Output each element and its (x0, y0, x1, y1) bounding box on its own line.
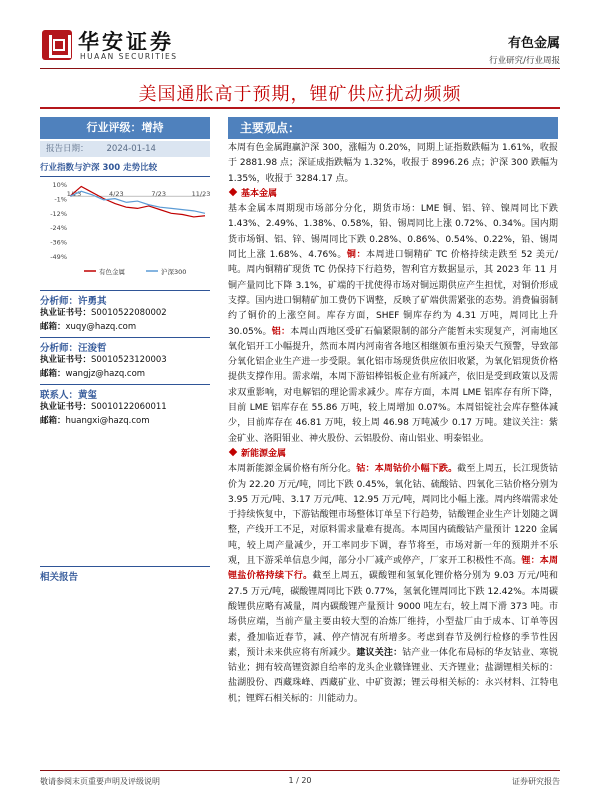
related-reports-heading: 相关报告 (40, 566, 210, 583)
x-tick-label: 1/23 (66, 190, 82, 198)
report-date (40, 141, 210, 157)
chart-title: 行业指数与沪深 300 走势比较 (40, 161, 210, 177)
x-tick-label: 11/23 (191, 190, 210, 198)
y-tick-label: -1% (54, 195, 67, 204)
y-tick-label: -24% (50, 224, 67, 233)
y-tick-label: -36% (50, 238, 67, 247)
title-divider (40, 107, 560, 109)
report-title: 美国通胀高于预期，锂矿供应扰动频频 (138, 84, 462, 105)
legend-label-1: 有色金属 (99, 268, 125, 276)
report-type-footer: 证券研究报告 (512, 777, 560, 786)
performance-chart (40, 178, 210, 286)
analyst-email-2: 邮箱：wangjz@hazq.com (40, 369, 146, 379)
email-link[interactable]: huangxi@hazq.com (65, 416, 150, 426)
diamond-bullet-icon (229, 188, 237, 196)
x-tick-label: 4/23 (109, 190, 124, 198)
new-energy-paragraph: 本周新能源金属价格有所分化。钴：本周钴价小幅下跌。截至上周五，长江现货钴价为 22.20 万元/吨，同比下跌 0.45%，氧化钴、硫酸钴、四氧化三钴价格分别为 3.95 万元/吨、3.17 万元/吨、12.95 万元/吨，周同比小幅上涨。周内终端需求处于持续恢复中，下游钴酸锂市场整体订单呈下行趋势，钴酸锂企业生产计划随之调整，产线开工不足，对原料需求量难有提高。本周国内硫酸钴产量预计 1220 金属吨，较上周产量减少，开工率同步下调，春节将至，市场对新一年的预期并不乐观，且下游采单信息少闻，部分小厂减产或停产，厂家开工积极性不高。锂：本周锂盐价格持续下行。截至上周五，碳酸锂和氢氧化锂价格分别为 9.03 万元/吨和 27.5 万元/吨，碳酸锂周同比下跌 0.77%，氢氧化锂周同比下跌 12.42%。本周碳酸锂供应略有减量，周内碳酸锂产量预计 9000 吨左右，较上周下滑 373 吨。市场供应端，当前产量主要由较大型的冶炼厂维持，小型盐厂由于成本、订单等因素，叠加临近春节，减、停产情况有所增多。考虑到春节及例行检修的季节性因素，预计未来供应将有所减少。建议关注：钴产业一体化布局标的华友钴业、寒锐钴业；拥有较高锂资源自给率的龙头企业赣锋锂业、天齐锂业；盐湖锂相关标的：盐湖股份、西藏珠峰、西藏矿业、中矿资源；锂云母相关标的：永兴材料、江特电机；锂辉石相关标的：川能动力。 (228, 464, 558, 704)
base-metals-heading: 基本金属 (228, 187, 558, 202)
email-link[interactable]: xuqy@hazq.com (65, 322, 137, 332)
footer-divider (40, 770, 560, 771)
analyst-heading-1: 分析师：许勇其 (40, 290, 210, 307)
analyst-cert-1: 执业证书号：S0010522080002 (40, 308, 167, 318)
document-type: 行业研究/行业周报 (489, 56, 560, 66)
report-date-value: 2024-01-14 (106, 144, 156, 154)
analyst-email-1: 邮箱：xuqy@hazq.com (40, 322, 137, 332)
main-points-heading: 主要观点： (228, 117, 558, 139)
x-tick-label: 7/23 (151, 190, 166, 198)
header-divider (40, 68, 560, 69)
report-date-label: 报告日期： (46, 144, 89, 154)
disclaimer-note: 敬请参阅末页重要声明及评级说明 (40, 777, 160, 786)
y-tick-label: -12% (50, 209, 67, 218)
sector-label: 有色金属 (507, 36, 560, 51)
company-name-cn: 华安证券 (78, 29, 174, 54)
base-metals-paragraph: 基本金属本周期现市场部分分化，期货市场：LME 铜、铝、锌、镍周同比下跌 1.43%、2.49%、1.38%、0.58%，铅、锡周同比上涨 0.72%、0.34%。国内期货市场铜、铝、锌、锡周同比下跌 0.28%、0.86%、0.54%、0.22%，铅、锡周同比上涨 1.68%、4.76%。铜：本周进口铜精矿 TC 价格持续走跌至 52 美元/吨。周内铜精矿现货 TC 仍保持下行趋势，智利官方数据显示，其 2023 年 11 月铜产量同比下降 3.1%，矿端的干扰使得市场对铜远期供应产生担忧，对铜价形成支撑。国内进口铜精矿加工费仍下调整，反映了矿端供需紧张的态势。消费偏弱制约了铜价的上涨空间。库存方面，SHEF 铜库存约为 4.31 万吨，周同比上升 30.05%。铝：本周山西地区受矿石偏紧限制的部分产能暂未实现复产，河南地区氧化铝开工小幅提升，然而本周内河南省各地区相继颁布重污染天气预警，导致部分氧化铝企业生产进一步受限。氧化铝市场现货供应依旧收紧，为氧化铝现货价格提供支撑作用。需求端，本周下游铝棒铝板企业有所减产，依旧是受到政策以及需求双重影响，对电解铝的理论需求减少。库存方面，本周 LME 铝库存有所下降，目前 LME 铝库存在 55.86 万吨，较上周增加 0.07%。本周铝锭社会库存整体减少，目前库存在 46.81 万吨，较上周 46.98 万吨减少 0.17 万吨。建议关注：紫金矿业、洛阳钼业、神火股份、云铝股份、南山铝业、明泰铝业。 (228, 204, 558, 444)
contact-email: 邮箱：huangxi@hazq.com (40, 416, 150, 426)
email-link[interactable]: wangjz@hazq.com (65, 369, 146, 379)
contact-heading: 联系人：黄玺 (40, 384, 210, 401)
y-tick-label: -49% (50, 253, 67, 261)
new-energy-heading: 新能源金属 (228, 447, 558, 462)
diamond-bullet-icon (229, 448, 237, 456)
company-logo-icon (42, 30, 72, 60)
intro-paragraph: 本周有色金属跑赢沪深 300，涨幅为 0.20%，同期上证指数跌幅为 1.61%，收报于 2881.98 点；深证成指跌幅为 1.32%，收报于 8996.26 点；沪深 300 跌幅为 1.35%，收报于 3284.17 点。 (228, 143, 558, 184)
company-name-en: HUAAN SECURITIES (80, 52, 178, 61)
analyst-cert-2: 执业证书号：S0010523120003 (40, 355, 167, 365)
contact-cert: 执业证书号：S0010122060011 (40, 402, 167, 412)
industry-rating: 行业评级：增持 (40, 117, 210, 139)
analyst-heading-2: 分析师：汪浚哲 (40, 337, 210, 354)
y-tick-label: 10% (52, 181, 67, 189)
legend-label-2: 沪深300 (161, 268, 187, 276)
series-line-2 (70, 191, 205, 213)
page-number: 1 / 20 (288, 776, 312, 785)
main-body (228, 141, 558, 707)
